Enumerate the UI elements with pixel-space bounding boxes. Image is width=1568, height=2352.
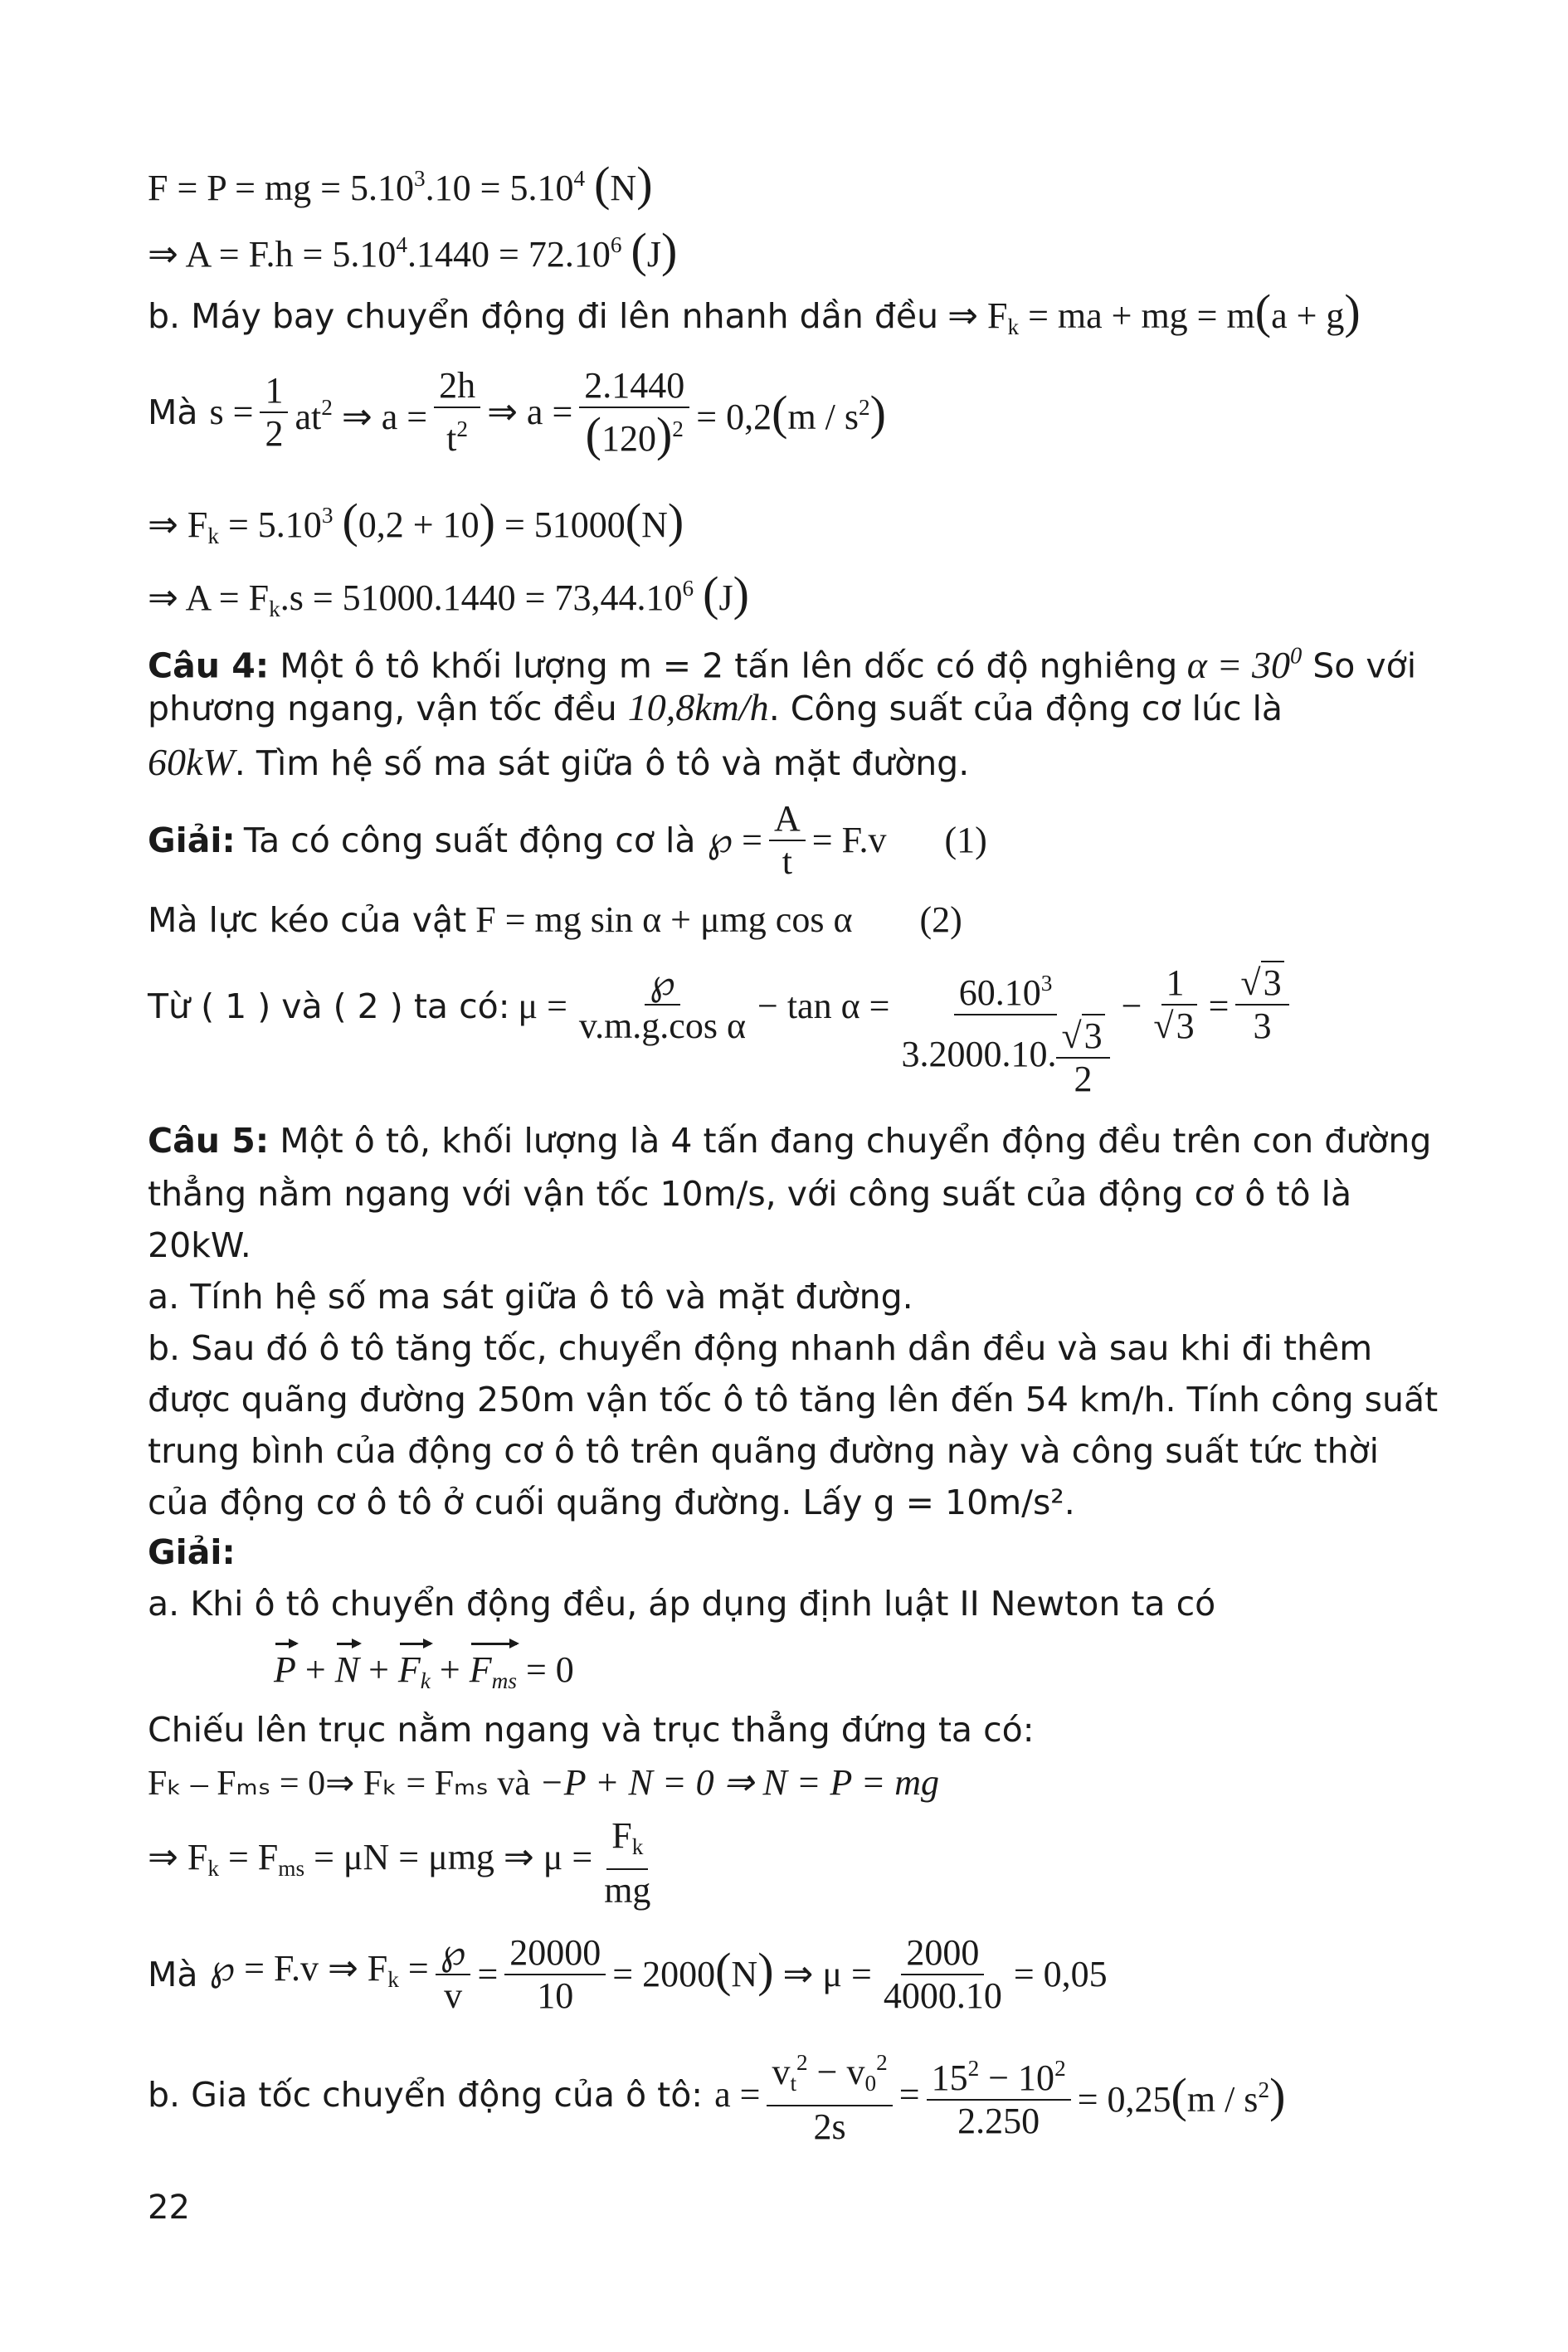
question-5-label: Câu 5: bbox=[148, 1121, 270, 1161]
solution-5-label: Giải: bbox=[148, 1532, 236, 1572]
fraction-a-t: $\frac{A}{t}$ bbox=[769, 798, 806, 883]
solution-4-label: Giải: bbox=[148, 821, 236, 860]
power-value: 60kW bbox=[148, 741, 235, 783]
fraction-v-diff: $\frac{v_t^2 - v_0^2}{2s}$ bbox=[767, 2042, 892, 2147]
question-4-text-3: . Tìm hệ số ma sát giữa ô tô và mặt đường. bbox=[234, 743, 970, 783]
acceleration-b-text: b. Gia tốc chuyển động của ô tô: bbox=[148, 2075, 704, 2115]
equation-work-b: ⇒ $A = F_k.s = 51000.1440 = 73,44.10^6$ (J) bbox=[148, 566, 749, 622]
part-b-line: b. Máy bay chuyển động đi lên nhanh dần đều ⇒ $F_k$ = ma + mg = m(a + g) bbox=[148, 285, 1361, 340]
question-4-text: Một ô tô khối lượng m = 2 tấn lên dốc có độ nghiêng bbox=[280, 645, 1178, 686]
question-4-tail: So với bbox=[1312, 645, 1417, 686]
from-1-2-text: Từ ( 1 ) và ( 2 ) ta có: bbox=[148, 986, 510, 1026]
fraction-mu: $\frac{℘}{\text{v.m.g.cos α}}$ bbox=[578, 962, 746, 1046]
question-5-text-1: Một ô tô, khối lượng là 4 tấn đang chuyển động đều trên con đường bbox=[280, 1121, 1432, 1161]
force-balance-line: Fₖ – Fₘₛ = 0⇒ Fₖ = Fₘₛ và −P + N = 0 ⇒ N = P = mg bbox=[148, 1762, 940, 1803]
solution-4-line-3: Từ ( 1 ) và ( 2 ) ta có: μ = $\frac{℘}{\text{v.m.g.cos α}}$ − tan α = 60.10$^3$ 3.2000.10. $\frac{√3}{2}$ − $\frac{1}{√3}$ = $\frac{√3}{3}$ bbox=[148, 962, 1444, 1095]
question-5-part-b-3: trung bình của động cơ ô tô trên quãng đường này và công suất tức thời bbox=[148, 1431, 1380, 1471]
acceleration-line: Mà s = $\frac{1}{2}$ $at^2$ ⇒ a = $\frac{2h}{t^2}$ ⇒ a = $\frac{2.1440}{(120)^2}$ = $0,2(m / s^2)$ bbox=[148, 365, 886, 461]
question-4-line-1: Câu 4: Một ô tô khối lượng m = 2 tấn lên dốc có độ nghiêng $\alpha = 30^0$ So với bbox=[148, 643, 1417, 686]
equation-fk: ⇒ $F_k = 5.10^3$ (0,2 + 10) = 51000(N) bbox=[148, 493, 684, 549]
fraction-20000-10: $\frac{20000}{10}$ bbox=[504, 1932, 606, 2017]
question-5-part-b-1: b. Sau đó ô tô tăng tốc, chuyển động nhanh dần đều và sau khi đi thêm bbox=[148, 1328, 1373, 1368]
fraction-half: $\frac{1}{2}$ bbox=[260, 370, 288, 455]
question-4-line-2 bbox=[148, 684, 1444, 733]
question-5-line-1 bbox=[148, 1117, 1444, 1165]
question-4-line-3 bbox=[148, 738, 1444, 787]
fraction-2000-40000: $\frac{2000}{4000.10}$ bbox=[883, 1932, 1002, 2016]
friction-line: ⇒ $F_k = F_{ms} = \mu N = \mu mg$ ⇒ μ = $\frac{F_k}{mg}$ bbox=[148, 1814, 1444, 1913]
solution-4-line-1: Giải: Ta có công suất động cơ là ℘ = $\frac{A}{t}$ = F.v (1) bbox=[148, 798, 987, 882]
page-number: 22 bbox=[148, 2189, 190, 2227]
fraction-2h-t2: $\frac{2h}{t^2}$ bbox=[434, 365, 480, 460]
question-5-part-a: a. Tính hệ số ma sát giữa ô tô và mặt đường. bbox=[148, 1277, 913, 1317]
question-4-text-2: phương ngang, vận tốc đều bbox=[148, 689, 617, 728]
equation-weight: F = P = mg = $5.10^3.10 = 5.10^4$ (N) bbox=[148, 156, 653, 211]
solution-4-line-2: Mà lực kéo của vật F = mg sin α + μmg cos α (2) bbox=[148, 899, 962, 940]
projection-text: Chiếu lên trục nằm ngang và trục thẳng đứng ta có: bbox=[148, 1710, 1035, 1750]
ma-label-2: Mà bbox=[148, 1955, 198, 1994]
speed-value: 10,8km/h bbox=[627, 686, 769, 728]
fraction-one-root3: $\frac{1}{√3}$ bbox=[1148, 962, 1201, 1047]
fraction-p-v: $\frac{℘}{v}$ bbox=[436, 1932, 471, 2017]
fraction-root3-3: $\frac{√3}{3}$ bbox=[1235, 962, 1288, 1047]
fraction-a-value: $\frac{2.1440}{(120)^2}$ bbox=[579, 365, 689, 460]
mu-result-line: Mà ℘ = F.v ⇒ $F_k$ = $\frac{℘}{v}$ = $\frac{20000}{10}$ = 2000(N) ⇒ μ = $\frac{2000}{4000.10}$ = 0,05 bbox=[148, 1932, 1108, 2016]
fraction-15-10: $\frac{15^2 - 10^2}{2.250}$ bbox=[927, 2048, 1071, 2142]
question-5-line-3: 20kW. bbox=[148, 1225, 251, 1265]
solution-4-text: Ta có công suất động cơ là bbox=[243, 821, 696, 860]
part-b-text: b. Máy bay chuyển động đi lên nhanh dần đều bbox=[148, 296, 939, 336]
force-balance-text: Fₖ – Fₘₛ = 0⇒ Fₖ = Fₘₛ và bbox=[148, 1765, 531, 1803]
pull-force-text: Mà lực kéo của vật bbox=[148, 900, 467, 940]
vector-equation: $P + N + F_k + F_{ms} = 0$ bbox=[274, 1639, 1444, 1705]
fraction-fk-mg: $\frac{F_k}{mg}$ bbox=[604, 1815, 651, 1911]
fraction-mu-value: 60.10$^3$ 3.2000.10. $\frac{√3}{2}$ bbox=[896, 962, 1114, 1100]
question-5-line-2: thẳng nằm ngang với vận tốc 10m/s, với công suất của động cơ ô tô là bbox=[148, 1174, 1352, 1214]
question-5-part-b-4: của động cơ ô tô ở cuối quãng đường. Lấy g = 10m/s². bbox=[148, 1483, 1075, 1522]
question-5-part-b-2: được quãng đường 250m vận tốc ô tô tăng lên đến 54 km/h. Tính công suất bbox=[148, 1380, 1439, 1419]
ma-label: Mà bbox=[148, 392, 198, 432]
acceleration-b-line: b. Gia tốc chuyển động của ô tô: a = $\frac{v_t^2 - v_0^2}{2s}$ = $\frac{15^2 - 10^2}{2.250}$ = $0,25(m / s^2)$ bbox=[148, 2041, 1444, 2149]
question-4-tail-2: . Công suất của động cơ lúc là bbox=[768, 689, 1283, 728]
solution-5-part-a: a. Khi ô tô chuyển động đều, áp dụng định luật II Newton ta có bbox=[148, 1584, 1216, 1624]
question-4-label: Câu 4: bbox=[148, 645, 270, 686]
equation-work-a: ⇒ $A = F.h = 5.10^4.1440 = 72.10^6$ (J) bbox=[148, 222, 678, 277]
